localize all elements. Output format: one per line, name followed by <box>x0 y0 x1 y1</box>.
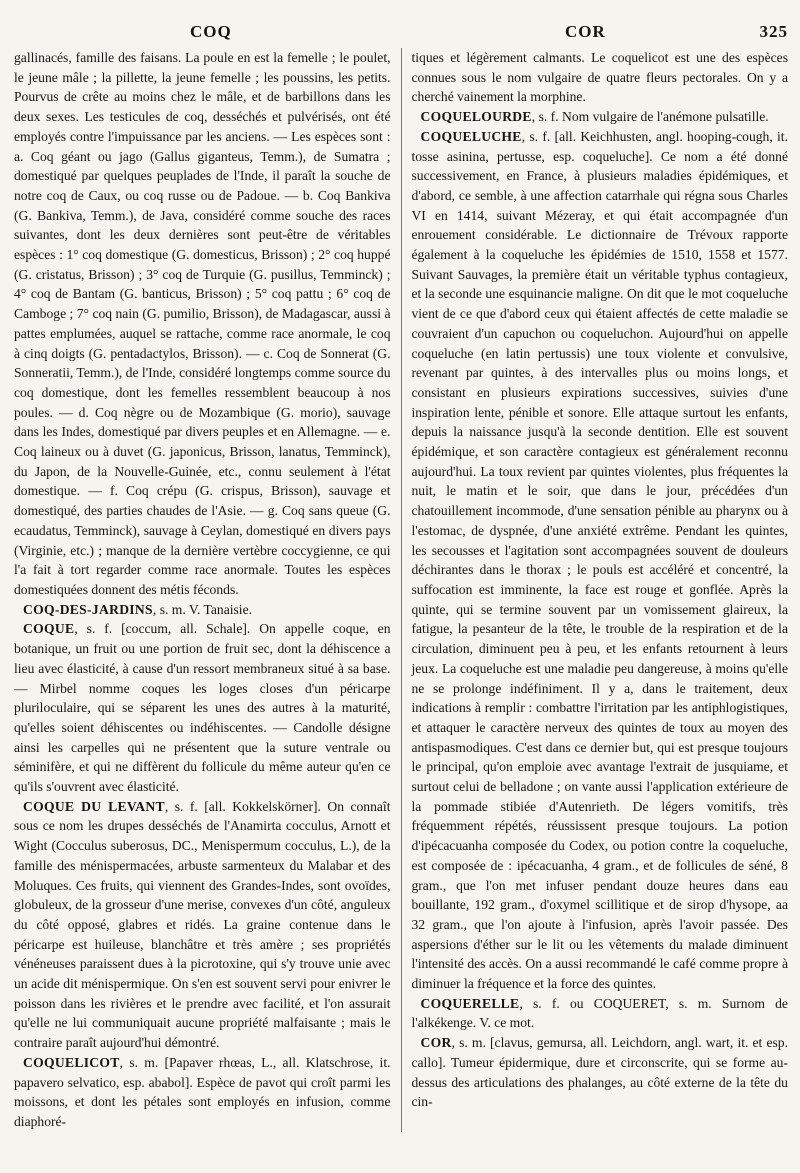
entry-cor: COR, s. m. [clavus, gemursa, all. Leichdorn, angl. wart, it. et esp. callo]. Tumeur épidermique, dure et circonscrite, qui se forme au-dessus des articulations des phalanges, au côté externe de la tête du cin- <box>411 1035 788 1110</box>
right-column <box>411 48 788 1132</box>
entry-coq-des-jardins: COQ-DES-JARDINS, s. m. V. Tanaisie. <box>23 601 253 617</box>
text-columns <box>14 48 788 1132</box>
left-column <box>14 48 391 1132</box>
header-right-word: COR <box>565 22 606 41</box>
entry-coqueluche: COQUELUCHE, s. f. [all. Keichhusten, angl. hooping-cough, it. tosse asinina, pertusse, esp. coqueluche]. Ce nom a été donné successivement, en France, à plusieurs maladies épidémiques, et d'abord, ce semble, à une affection catarrhale qui régna sous Charles VI en 1414, suivant Mézeray, et qui était accompagnée d'un enrouement considérable. Le dictionnaire de Trévoux rapporte également à la coqueluche les épidémies de 1510, 1558 et 1577. Suivant Sauvages, la première était un véritable typhus contagieux, et la seconde une esquinancie maligne. On dit que le mot coqueluche vient de ce que d'abord ceux qui étaient affectés de cette maladie se couvraient d'un capuchon ou coqueluchon. Aujourd'hui on appelle coqueluche (en latin pertussis) une toux violente et convulsive, revenant par quintes, à des intervalles plus ou moins longs, et consistant en plusieurs expirations successives, suivies d'une inspiration lente, pénible et sonore. Elle attaque surtout les enfants, depuis la naissance jusqu'à la seconde dentition. Elle est souvent épidémique, et son caractère contagieux est généralement reconnu aujourd'hui. La toux revient par quintes violentes, plus fréquentes la nuit, le matin et le soir, que dans le jour, précédées d'un chatouillement incommode, d'une sensation pénible au pharynx ou à l'estomac, de dyspnée, d'une anxiété extrême. Pendant les quintes, les secousses et l'agitation sont accompagnées souvent de douleurs déchirantes dans le thorax ; le pouls est accéléré et concentré, la suffocation est imminente, la face est rouge et gonflée. Après la quinte, qui se termine souvent par un vomissement glaireux, la fatigue, la pesanteur de la tête, le trouble de la respiration et de la circulation, diminuent peu à peu, et les enfants retournent à leurs jeux. La coqueluche est une maladie peu dangereuse, à moins qu'elle ne se prolonge indéfiniment. Il y a, dans le traitement, deux indications à remplir : combattre l'irritation par les antiphlogistiques, et attaquer le caractère nerveux des quintes de toux au moyen des antispasmodiques. C'est dans ce dernier but, qui est presque toujours le principal, qu'on emploie avec avantage l'extrait de jusquiame, et surtout celui de belladone ; on vante aussi l'application extérieure de la pommade stibiée d'Autenrieth. De légers vomitifs, très fréquemment répétés, réussissent presque toujours. La potion d'ipécacuanha composée du Codex, ou potion contre la coqueluche, est composée de : ipécacuanha, 4 gram., et de follicules de séné, 8 gram., que l'on met infuser pendant douze heures dans eau bouillante, 192 gram., d'oxymel scillitique et de sirop d'hysope, aa 32 gram., que l'on ajoute à l'infusion, après l'avoir passée. Des aspersions d'éther sur le lit ou les vêtements du malade diminuent l'intensité des accès. On a aussi recommandé le café comme propre à diminuer la fréquence et la force des quintes. <box>411 128 788 992</box>
column-divider <box>401 48 402 1132</box>
entry-headword: COQUE DU LEVANT <box>23 798 165 814</box>
entry-headword: COQUELOURDE <box>420 109 532 125</box>
entry-coquelourde: COQUELOURDE, s. f. Nom vulgaire de l'anémone pulsatille. <box>420 109 769 125</box>
entry-coq-continued: gallinacés, famille des faisans. La poule en est la femelle ; le poulet, le jeune mâle ; la pillette, la jeune femelle ; les poussins, les petits. Pourvus de crête au moins chez le mâle, et de barbillons dans les deux sexes. Les testicules de coq, desséchés et pulvérisés, ont été employés contre l'impuissance par les anciens. — Les espèces sont : a. Coq géant ou jago (Gallus giganteus, Temm.), de Sumatra ; domestiqué par quelques peuplades de l'Inde, il paraît la souche de notre coq de Caux, ou coq russe ou de Padoue. — b. Coq Bankiva (G. Bankiva, Temm.), de Java, considéré comme souche des races suivantes, dont les deux dernières sont peut-être de véritables espèces : 1° coq domestique (G. domesticus, Brisson) ; 2° coq huppé (G. cristatus, Brisson) ; 3° coq de Turquie (G. pusillus, Temminck) ; 4° coq de Bantam (G. banticus, Brisson) ; 5° coq pattu ; 6° coq de Camboge ; 7° coq nain (G. pumilio, Brisson), de Madagascar, aussi à pattes emplumées, auquel se rattache, comme race anormale, le coq à cinq doigts (G. pentadactylos, Brisson). — c. Coq de Sonnerat (G. Sonneratii, Temm.), de l'Inde, considéré longtemps comme source du coq domestique, dont les femelles ressemblent beaucoup à nos poules. — d. Coq nègre ou de Mozambique (G. morio), sauvage dans les Indes, domestiqué par divers peuples et en Allemagne. — e. Coq laineux ou à duvet (G. japonicus, Brisson, lanatus, Temminck), du Japon, de la Nouvelle-Guinée, etc., connu seulement à l'état domestique. — f. Coq crépu (G. crispus, Brisson), sauvage et domestiqué, des parties chaudes de l'Asie. — g. Coq sans queue (G. ecaudatus, Temminck), sauvage à Ceylan, domestiqué en divers pays (Virginie, etc.) ; manque de la dernière vertèbre coccygienne, ce qui l'a fait à tort regarder comme race anormale. Toutes les espèces domestiquées donnent des métis féconds. <box>14 50 391 597</box>
entry-headword: COQUERELLE <box>420 995 520 1011</box>
entry-headword: COQUELICOT <box>23 1054 120 1070</box>
entry-coque-du-levant: COQUE DU LEVANT, s. f. [all. Kokkelskörner]. On connaît sous ce nom les drupes desséchés de l'Anamirta cocculus, Arnott et Wight (Cocculus suberosus, DC., Menispermum cocculus, L.), de la famille des ménispermacées, arbuste sarmenteux du Malabar et des Moluques. Ces fruits, qui viennent des Grandes-Indes, sont ovoïdes, globuleux, de la grosseur d'une merise, convexes d'un côté, anguleux du côté opposé, glabres et ridés. La graine contenue dans le péricarpe est huileuse, blanchâtre et très amère ; ses propriétés vénéneuses paraissent dues à la picrotoxine, qui s'y trouve unie avec un acide dit ménispermique. On s'en est souvent servi pour enivrer le poisson dans les rivières et le prendre avec facilité, et l'on assurait qu'elle ne lui communiquait aucune propriété malfaisante ; mais le contraire paraît aujourd'hui démontré. <box>14 798 391 1051</box>
page-number: 325 <box>759 22 788 41</box>
running-header <box>14 22 788 44</box>
entry-headword: COQUELUCHE <box>420 128 522 144</box>
entry-headword: COQUE <box>23 621 75 637</box>
entry-headword: COR <box>420 1035 452 1051</box>
header-left-word: COQ <box>190 22 232 41</box>
entry-coquelicot-continued: tiques et légèrement calmants. Le coquelicot est une des espèces connues sous le nom vulgaire de quatre fleurs pectorales. On y a cherché vainement la morphine. <box>411 50 788 105</box>
entry-coquerelle: COQUERELLE, s. f. ou COQUERET, s. m. Surnom de l'alkékenge. V. ce mot. <box>411 995 788 1031</box>
entry-headword: COQ-DES-JARDINS <box>23 601 153 617</box>
entry-coquelicot: COQUELICOT, s. m. [Papaver rhœas, L., all. Klatschrose, it. papavero selvatico, esp. ababol]. Espèce de pavot qui croît parmi les moissons, et dont les pétales sont employés en infusion, comme diaphoré- <box>14 1054 391 1129</box>
entry-coque: COQUE, s. f. [coccum, all. Schale]. On appelle coque, en botanique, un fruit ou une portion de fruit sec, dont la déhiscence a lieu avec élasticité, à cause d'un ressort membraneux situé à sa base. — Mirbel nomme coques les loges closes d'un péricarpe pluriloculaire, qui se séparent les unes des autres à la maturité, qu'elles soient déhiscentes ou indéhiscentes. — Candolle désigne ainsi les carpelles qui ne présentent que la suture ventrale ou séminifère, et qui ne diffèrent du follicule du même auteur qu'en ce qu'ils s'ouvrent avec élasticité. <box>14 621 391 795</box>
